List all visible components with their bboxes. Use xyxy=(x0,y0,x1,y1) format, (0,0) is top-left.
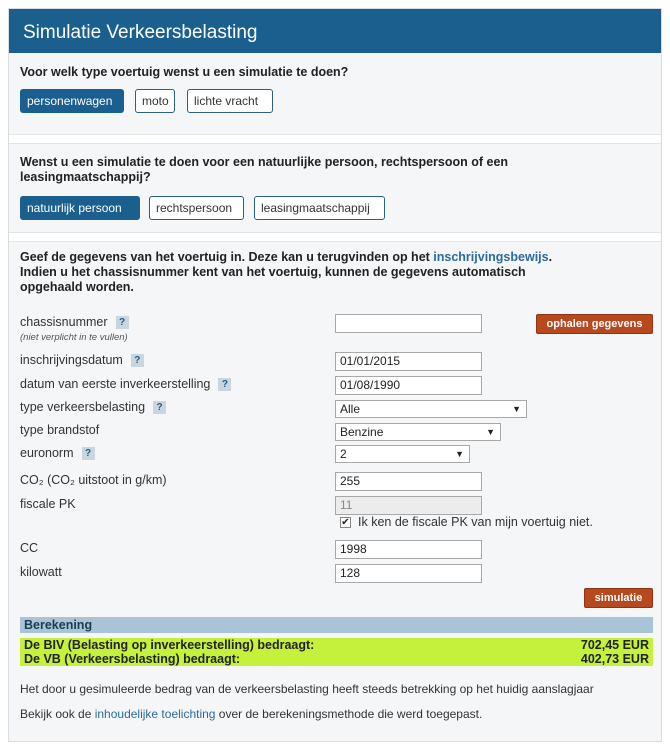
vehicle-type-section xyxy=(9,53,661,135)
euronorm-select[interactable]: 2 ▼ xyxy=(335,445,470,463)
inschrijvingsdatum-label: inschrijvingsdatum ? xyxy=(20,353,144,367)
vehicle-data-intro xyxy=(20,250,640,295)
first-registration-input[interactable]: 01/08/1990 xyxy=(335,376,482,395)
person-type-question-line1: Wenst u een simulatie te doen voor een natuurlijke persoon, rechtspersoon of een xyxy=(20,155,509,169)
fetch-data-button[interactable]: ophalen gegevens xyxy=(536,314,653,334)
intro-line2: Indien u het chassisnummer kent van het voertuig, kunnen de gegevens automatisch xyxy=(20,265,526,279)
tax-type-label: type verkeersbelasting ? xyxy=(20,400,166,414)
chevron-down-icon: ▼ xyxy=(455,449,464,459)
calculation-heading: Berekening xyxy=(20,617,653,633)
help-icon[interactable]: ? xyxy=(116,316,129,329)
cc-input[interactable]: 1998 xyxy=(335,540,482,559)
co2-label: CO₂ (CO₂ uitstoot in g/km) xyxy=(20,473,167,487)
option-lichte-vracht[interactable]: lichte vracht xyxy=(187,89,273,113)
inschrijvingsbewijs-link[interactable]: inschrijvingsbewijs xyxy=(433,250,549,264)
cc-label: CC xyxy=(20,541,39,555)
option-personenwagen[interactable]: personenwagen xyxy=(20,89,124,113)
chevron-down-icon: ▼ xyxy=(486,427,495,437)
option-rechtspersoon[interactable]: rechtspersoon xyxy=(149,196,244,220)
option-moto[interactable]: moto xyxy=(135,89,175,113)
option-natuurlijk-persoon[interactable]: natuurlijk persoon xyxy=(20,196,140,220)
chevron-down-icon: ▼ xyxy=(512,404,521,414)
intro-line3: opgehaald worden. xyxy=(20,280,134,294)
biv-result-row xyxy=(20,638,653,652)
fiscal-hp-label: fiscale PK xyxy=(20,497,76,511)
vehicle-data-section xyxy=(9,241,661,741)
explanation-note: Bekijk ook de inhoudelijke toelichting over de berekeningsmethode die werd toegepast. xyxy=(20,707,483,721)
vehicle-type-question: Voor welk type voertuig wenst u een simulatie te doen? xyxy=(20,65,349,79)
kilowatt-input[interactable]: 128 xyxy=(335,564,482,583)
tax-type-select[interactable]: Alle ▼ xyxy=(335,400,527,418)
chassisnummer-sublabel: (niet verplicht in te vullen) xyxy=(20,332,128,343)
euronorm-label: euronorm ? xyxy=(20,446,95,460)
page-title: Simulatie Verkeersbelasting xyxy=(9,9,661,53)
biv-label: De BIV (Belasting op inverkeerstelling) bedraagt: xyxy=(24,638,315,652)
option-leasingmaatschappij[interactable]: leasingmaatschappij xyxy=(254,196,385,220)
first-registration-label: datum van eerste inverkeerstelling ? xyxy=(20,377,231,391)
inschrijvingsdatum-input[interactable]: 01/01/2015 xyxy=(335,352,482,371)
unknown-hp-checkbox[interactable]: ✔ xyxy=(341,517,350,528)
simulation-panel xyxy=(8,8,662,742)
kilowatt-label: kilowatt xyxy=(20,565,62,579)
fuel-type-label: type brandstof xyxy=(20,423,100,437)
person-type-section xyxy=(9,143,661,233)
fuel-type-select[interactable]: Benzine ▼ xyxy=(335,423,501,441)
chassisnummer-input[interactable] xyxy=(335,314,482,333)
person-type-question-line2: leasingmaatschappij? xyxy=(20,170,151,184)
intro-text: Geef de gegevens van het voertuig in. Deze kan u terugvinden op het xyxy=(20,250,434,264)
intro-period: . xyxy=(548,250,553,264)
chassisnummer-label: chassisnummer ? xyxy=(20,315,129,329)
calculation-note: Het door u gesimuleerde bedrag van de verkeersbelasting heeft steeds betrekking op het huidig aanslagjaar xyxy=(20,682,594,696)
help-icon[interactable]: ? xyxy=(153,401,166,414)
help-icon[interactable]: ? xyxy=(131,354,144,367)
fiscal-hp-input[interactable]: 11 xyxy=(335,496,482,515)
simulate-button[interactable]: simulatie xyxy=(584,588,653,608)
unknown-hp-checkbox-label: Ik ken de fiscale PK van mijn voertuig niet. xyxy=(358,515,593,529)
biv-value: 702,45 EUR xyxy=(580,638,649,652)
co2-input[interactable]: 255 xyxy=(335,472,482,491)
vb-value: 402,73 EUR xyxy=(580,652,649,666)
help-icon[interactable]: ? xyxy=(82,447,95,460)
vb-label: De VB (Verkeersbelasting) bedraagt: xyxy=(24,652,241,666)
help-icon[interactable]: ? xyxy=(218,378,231,391)
vb-result-row xyxy=(20,652,653,666)
explanation-link[interactable]: inhoudelijke toelichting xyxy=(94,707,216,721)
